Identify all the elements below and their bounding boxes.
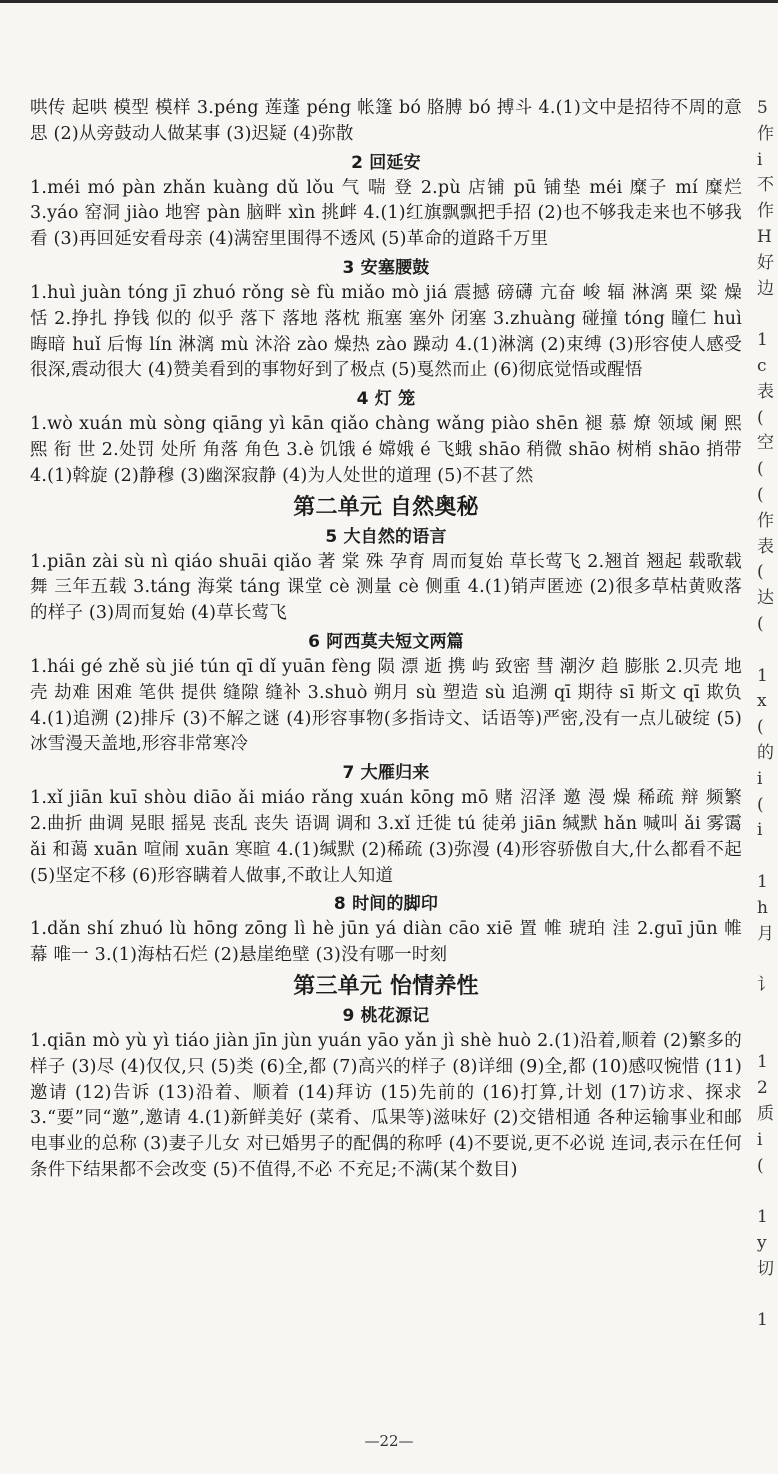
edge-char: 1 [757, 871, 768, 892]
top-rule [0, 0, 778, 3]
edge-char: 1 [757, 665, 768, 686]
edge-char: 不 [757, 175, 774, 196]
edge-char: i [757, 149, 763, 170]
edge-char: 1 [757, 330, 768, 351]
edge-char: i [757, 768, 763, 789]
edge-char [757, 638, 778, 664]
edge-char: H [757, 226, 772, 247]
edge-char: 1 [757, 1052, 768, 1073]
edge-char: 2 [757, 1078, 768, 1099]
edge-char [757, 302, 778, 328]
edge-char: c [757, 355, 767, 376]
edge-char: 作 [757, 510, 774, 531]
edge-char: 的 [757, 742, 774, 763]
lesson-title: 4 灯 笼 [356, 389, 416, 410]
edge-char: i [757, 820, 763, 841]
answer-paragraph: 1.piān zài sù nì qiáo shuāi qiǎo 著 棠 殊 孕育 周而复始 草长莺飞 2.翘首 翘起 载歌载舞 三年五载 3.táng 海棠 táng 课堂 cè 测量 cè 侧重 4.(1)销声匿迹 (2)很多草枯黄败落的样子 (3)周而复始 (4)草长莺飞 [30, 551, 742, 624]
lesson-title: 8 时间的脚印 [333, 894, 439, 915]
lesson-title: 3 安塞腰鼓 [342, 257, 430, 278]
unit-title: 第二单元 自然奥秘 [293, 493, 479, 520]
page-number: —22— [364, 1432, 414, 1450]
edge-char: 切 [757, 1258, 774, 1279]
edge-char: i [757, 1129, 763, 1150]
answer-paragraph: 1.méi mó pàn zhǎn kuàng dǔ lǒu 气 喘 登 2.pù 店铺 pū 铺垫 méi 糜子 mí 糜烂 3.yáo 窑洞 jiào 地窖 pàn 脑畔 xìn 挑衅 4.(1)红旗飘飘把手招 (2)也不够我走来也不够我看 (3)再回延安看母亲 (4)满窑里围得不透风 (5)革命的道路千万里 [30, 177, 742, 250]
edge-char: 作 [757, 201, 774, 222]
edge-char: ( [757, 407, 764, 428]
answer-paragraph: 1.qiān mò yù yì tiáo jiàn jīn jùn yuán yāo yǎn jì shè huò 2.(1)沿着,顺着 (2)繁多的样子 (3)尽 (4)仅仅,只 (5)类 (6)全,都 (7)高兴的样子 (8)详细 (9)全,都 (10)感叹惋惜 (11)邀请 (12)告诉 (13)沿着、顺着 (14)拜访 (15)先前的 (16)打算,计划 (17)访求、探求 3.“要”同“邀”,邀请 4.(1)新鲜美好 (菜肴、瓜果等)滋味好 (2)交错相通 各种运输事业和邮电事业的总称 (3)妻子儿女 对已婚男子的配偶的称呼 (4)不要说,更不必说 连词,表示在任何条件下结果都不会改变 (5)不值得,不必 不充足;不满(某个数目) [30, 1030, 742, 1180]
edge-char: ( [757, 562, 764, 583]
edge-char: ( [757, 484, 764, 505]
edge-char: 5 [757, 98, 768, 118]
edge-char: 月 [757, 923, 774, 944]
edge-char [757, 1025, 778, 1051]
lesson-title: 9 桃花源记 [342, 1005, 430, 1026]
edge-char: 达 [757, 588, 774, 609]
answer-paragraph: 1.dǎn shí zhuó lù hōng zōng lì hè jūn yá diàn cāo xiē 置 帷 琥珀 洼 2.guī jūn 帷幕 唯一 3.(1)海枯石烂 (2)悬崖绝壁 (3)没有哪一时刻 [30, 919, 742, 966]
edge-char [757, 1283, 778, 1309]
edge-char: 边 [757, 278, 774, 299]
edge-char [757, 1179, 778, 1205]
edge-char: 1 [757, 1310, 768, 1331]
edge-char: 表 [757, 381, 774, 402]
edge-char [757, 999, 778, 1025]
edge-char: h [757, 897, 768, 918]
answer-paragraph: 1.hái gé zhě sù jié tún qī dǐ yuān fèng 陨 漂 逝 携 屿 致密 彗 潮汐 趋 膨胀 2.贝壳 地壳 劫难 困难 笔供 提供 缝隙 缝补 3.shuò 朔月 sù 塑造 sù 追溯 qī 期待 sī 斯文 qī 欺负 4.(1)追溯 (2)排斥 (3)不解之谜 (4)形容事物(多指诗文、话语等)严密,没有一点儿破绽 (5)冰雪漫天盖地,形容非常寒冷 [30, 656, 742, 755]
edge-char: 1 [757, 1207, 768, 1228]
lesson-title: 6 阿西莫夫短文两篇 [308, 631, 464, 652]
edge-char: 表 [757, 536, 774, 557]
edge-char: 讠 [757, 975, 774, 996]
edge-char [757, 844, 778, 870]
edge-char: 好 [757, 252, 774, 273]
lesson-title: 5 大自然的语言 [325, 526, 447, 547]
answer-paragraph: 1.huì juàn tóng jī zhuó rǒng sè fù miǎo mò jiá 震撼 磅礴 亢奋 峻 辐 淋漓 栗 粱 燥 恬 2.挣扎 挣钱 似的 似乎 落下 落地 落枕 瓶塞 塞外 闭塞 3.zhuàng 碰撞 tóng 瞳仁 huì 晦暗 huǐ 后悔 lín 淋漓 mù 沐浴 zào 燥热 zào 躁动 4.(1)淋漓 (2)束缚 (3)形容使人感受很深,震动很大 (4)赞美看到的事物好到了极点 (5)戛然而止 (6)彻底觉悟或醒悟 [30, 282, 742, 381]
edge-char: ( [757, 717, 764, 738]
answer-paragraph: 1.wò xuán mù sòng qiāng yì kān qiǎo chàng wǎng piào shēn 褪 慕 燎 领域 阑 熙熙 衔 世 2.处罚 处所 角落 角色 3.è 饥饿 é 嫦娥 é 飞蛾 shāo 稍微 shāo 树梢 shāo 捎带 4.(1)斡旋 (2)静穆 (3)幽深寂静 (4)为人处世的道理 (5)不甚了然 [30, 414, 742, 486]
lesson-title: 7 大雁归来 [342, 763, 430, 784]
edge-char: 质 [757, 1104, 774, 1125]
answer-paragraph: 哄传 起哄 模型 模样 3.péng 莲蓬 péng 帐篷 bó 胳膊 bó 搏斗 4.(1)文中是招待不周的意思 (2)从旁鼓动人做某事 (3)迟疑 (4)弥散 [30, 98, 742, 144]
edge-char: ( [757, 1155, 764, 1176]
edge-char: 作 [757, 123, 774, 144]
unit-title: 第三单元 怡情养性 [293, 972, 479, 999]
edge-char: x [757, 691, 767, 712]
lesson-title: 2 回延安 [351, 152, 421, 173]
adjacent-column-edge [757, 96, 778, 1334]
edge-char [757, 947, 778, 973]
edge-char: ( [757, 794, 764, 815]
answer-paragraph: 1.xǐ jiān kuī shòu diāo ǎi miáo rǎng xuán kōng mō 赌 沼泽 邀 漫 燥 稀疏 辩 频繁 2.曲折 曲调 晃眼 摇晃 丧乱 丧失 语调 调和 3.xǐ 迁徙 tú 徒弟 jiān 缄默 hǎn 喊叫 ǎi 雾霭 ǎi 和蔼 xuān 喧闹 xuān 寒暄 4.(1)缄默 (2)稀疏 (3)弥漫 (4)形容骄傲自大,什么都看不起 (5)坚定不移 (6)形容瞒着人做事,不敢让人知道 [30, 788, 742, 886]
edge-char: ( [757, 613, 764, 634]
edge-char: ( [757, 459, 764, 480]
edge-char: 空 [757, 433, 774, 454]
answer-column [30, 96, 742, 1184]
edge-char: y [757, 1233, 767, 1254]
